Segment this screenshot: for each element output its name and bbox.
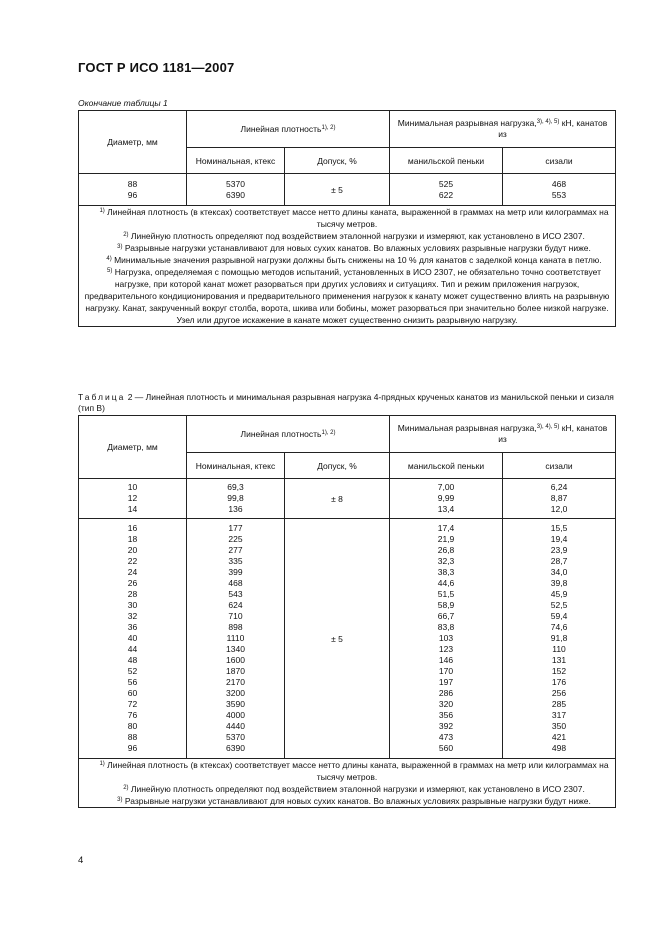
footnote-ref: 1), 2) [321, 125, 336, 131]
table1-sisal-values: 468 553 [503, 174, 616, 206]
table2-row-group-1 [79, 479, 616, 519]
footnote: $^{3)}$ Разрывные нагрузки устанавливают для новых сухих канатов. Во влажных условиях разрывные нагрузки будут ниже. [117, 243, 591, 253]
document-header: ГОСТ Р ИСО 1181—2007 [78, 60, 235, 75]
table1-footnotes [79, 206, 616, 327]
table1 [78, 110, 616, 327]
table2-g1-nominal-values: 69,3 99,8 136 [187, 479, 285, 519]
table1-tolerance-value: ± 5 [285, 174, 390, 206]
table2-row-group-2 [79, 519, 616, 759]
table1-header-manila: манильской пеньки [390, 148, 503, 174]
table2 [78, 415, 616, 808]
table1-header-linear-density: Линейная плотность$^{1), 2)}$ [187, 111, 390, 148]
table1-caption: Окончание таблицы 1 [78, 98, 168, 108]
table2-g2-tolerance-value: ± 5 [285, 519, 390, 759]
table1-diameter-values: 88 96 [79, 174, 187, 206]
table2-g2-manila-values: 17,4 21,9 26,8 32,3 38,3 44,6 51,5 58,9 66,7 83,8 103 123 146 170 197 286 320 356 392 473 560 [390, 519, 503, 759]
table2-header-diameter: Диаметр, мм [79, 416, 187, 479]
footnote: $^{2)}$ Линейную плотность определяют под воздействием эталонной нагрузки и измеряют, как установлено в ИСО 2307. [123, 231, 585, 241]
footnote: $^{1)}$ Линейная плотность (в ктексах) соответствует массе нетто длины каната, выраженной в граммах на метр или килограммах на тысячу метров. [99, 207, 609, 229]
table2-g2-sisal-values: 15,5 19,4 23,9 28,7 34,0 39,8 45,9 52,5 59,4 74,6 91,8 110 131 152 176 256 285 317 350 421 498 [503, 519, 616, 759]
table2-header-tolerance: Допуск, % [285, 453, 390, 479]
footnote-ref: 3), 4), 5) [536, 119, 560, 125]
footnote: $^{2)}$ Линейную плотность определяют под воздействием эталонной нагрузки и измеряют, как установлено в ИСО 2307. [123, 784, 585, 794]
table1-nominal-values: 5370 6390 [187, 174, 285, 206]
table1-header-nominal: Номинальная, ктекс [187, 148, 285, 174]
footnote-ref: 1), 2) [321, 430, 336, 436]
footnote: $^{1)}$ Линейная плотность (в ктексах) соответствует массе нетто длины каната, выраженной в граммах на метр или килограммах на тысячу метров. [99, 760, 609, 782]
table2-header-linear-density: Линейная плотность$^{1), 2)}$ [187, 416, 390, 453]
footnote: $^{3)}$ Разрывные нагрузки устанавливают для новых сухих канатов. Во влажных условиях разрывные нагрузки будут ниже. [117, 796, 591, 806]
table1-header-sisal: сизали [503, 148, 616, 174]
table2-header-nominal: Номинальная, ктекс [187, 453, 285, 479]
table2-g1-diameter-values: 10 12 14 [79, 479, 187, 519]
table2-g1-tolerance-value: ± 8 [285, 479, 390, 519]
table2-header-min-breaking-load: Минимальная разрывная нагрузка,$^{3), 4), 5)}$ кН, канатов из [390, 416, 616, 453]
table2-header-sisal: сизали [503, 453, 616, 479]
table1-header-min-breaking-load: Минимальная разрывная нагрузка,$^{3), 4), 5)}$ кН, канатов из [390, 111, 616, 148]
table1-header-tolerance: Допуск, % [285, 148, 390, 174]
footnote: $^{4)}$ Минимальные значения разрывной нагрузки должны быть снижены на 10 % для канатов с заделкой конца каната в петлю. [106, 255, 602, 265]
table1-manila-values: 525 622 [390, 174, 503, 206]
table2-footnotes [79, 759, 616, 808]
table2-g2-nominal-values: 177 225 277 335 399 468 543 624 710 898 1110 1340 1600 1870 2170 3200 3590 4000 4440 5370 6390 [187, 519, 285, 759]
table1-header-diameter: Диаметр, мм [79, 111, 187, 174]
table1-row-group [79, 174, 616, 206]
page-number: 4 [78, 855, 84, 866]
table2-g2-diameter-values: 16 18 20 22 24 26 28 30 32 36 40 44 48 52 56 60 72 76 80 88 96 [79, 519, 187, 759]
footnote-ref: 3), 4), 5) [536, 424, 560, 430]
table2-g1-manila-values: 7,00 9,99 13,4 [390, 479, 503, 519]
table2-caption: Таблица 2 — Линейная плотность и минимальная разрывная нагрузка 4-прядных крученых канатов из манильской пеньки и сизаля (тип В) [78, 392, 614, 413]
footnote: $^{5)}$ Нагрузка, определяемая с помощью методов испытаний, установленных в ИСО 2307, не обязательно точно соответствует нагрузке, при которой канат может разорваться при других условиях и ситуациях. Тип и режим приложения нагрузок, предварительного кондиционирования и предварительного применения нагрузок к канату может существенно влиять на разрывную нагрузку. Канат, закрученный вокруг столба, ворота, шкива или бобины, может разорваться при значительно более низкой нагрузке. Узел или другое искажение в канате может существенно снизить разрывную нагрузку. [84, 267, 610, 325]
table2-g1-sisal-values: 6,24 8,87 12,0 [503, 479, 616, 519]
table2-header-manila: манильской пеньки [390, 453, 503, 479]
